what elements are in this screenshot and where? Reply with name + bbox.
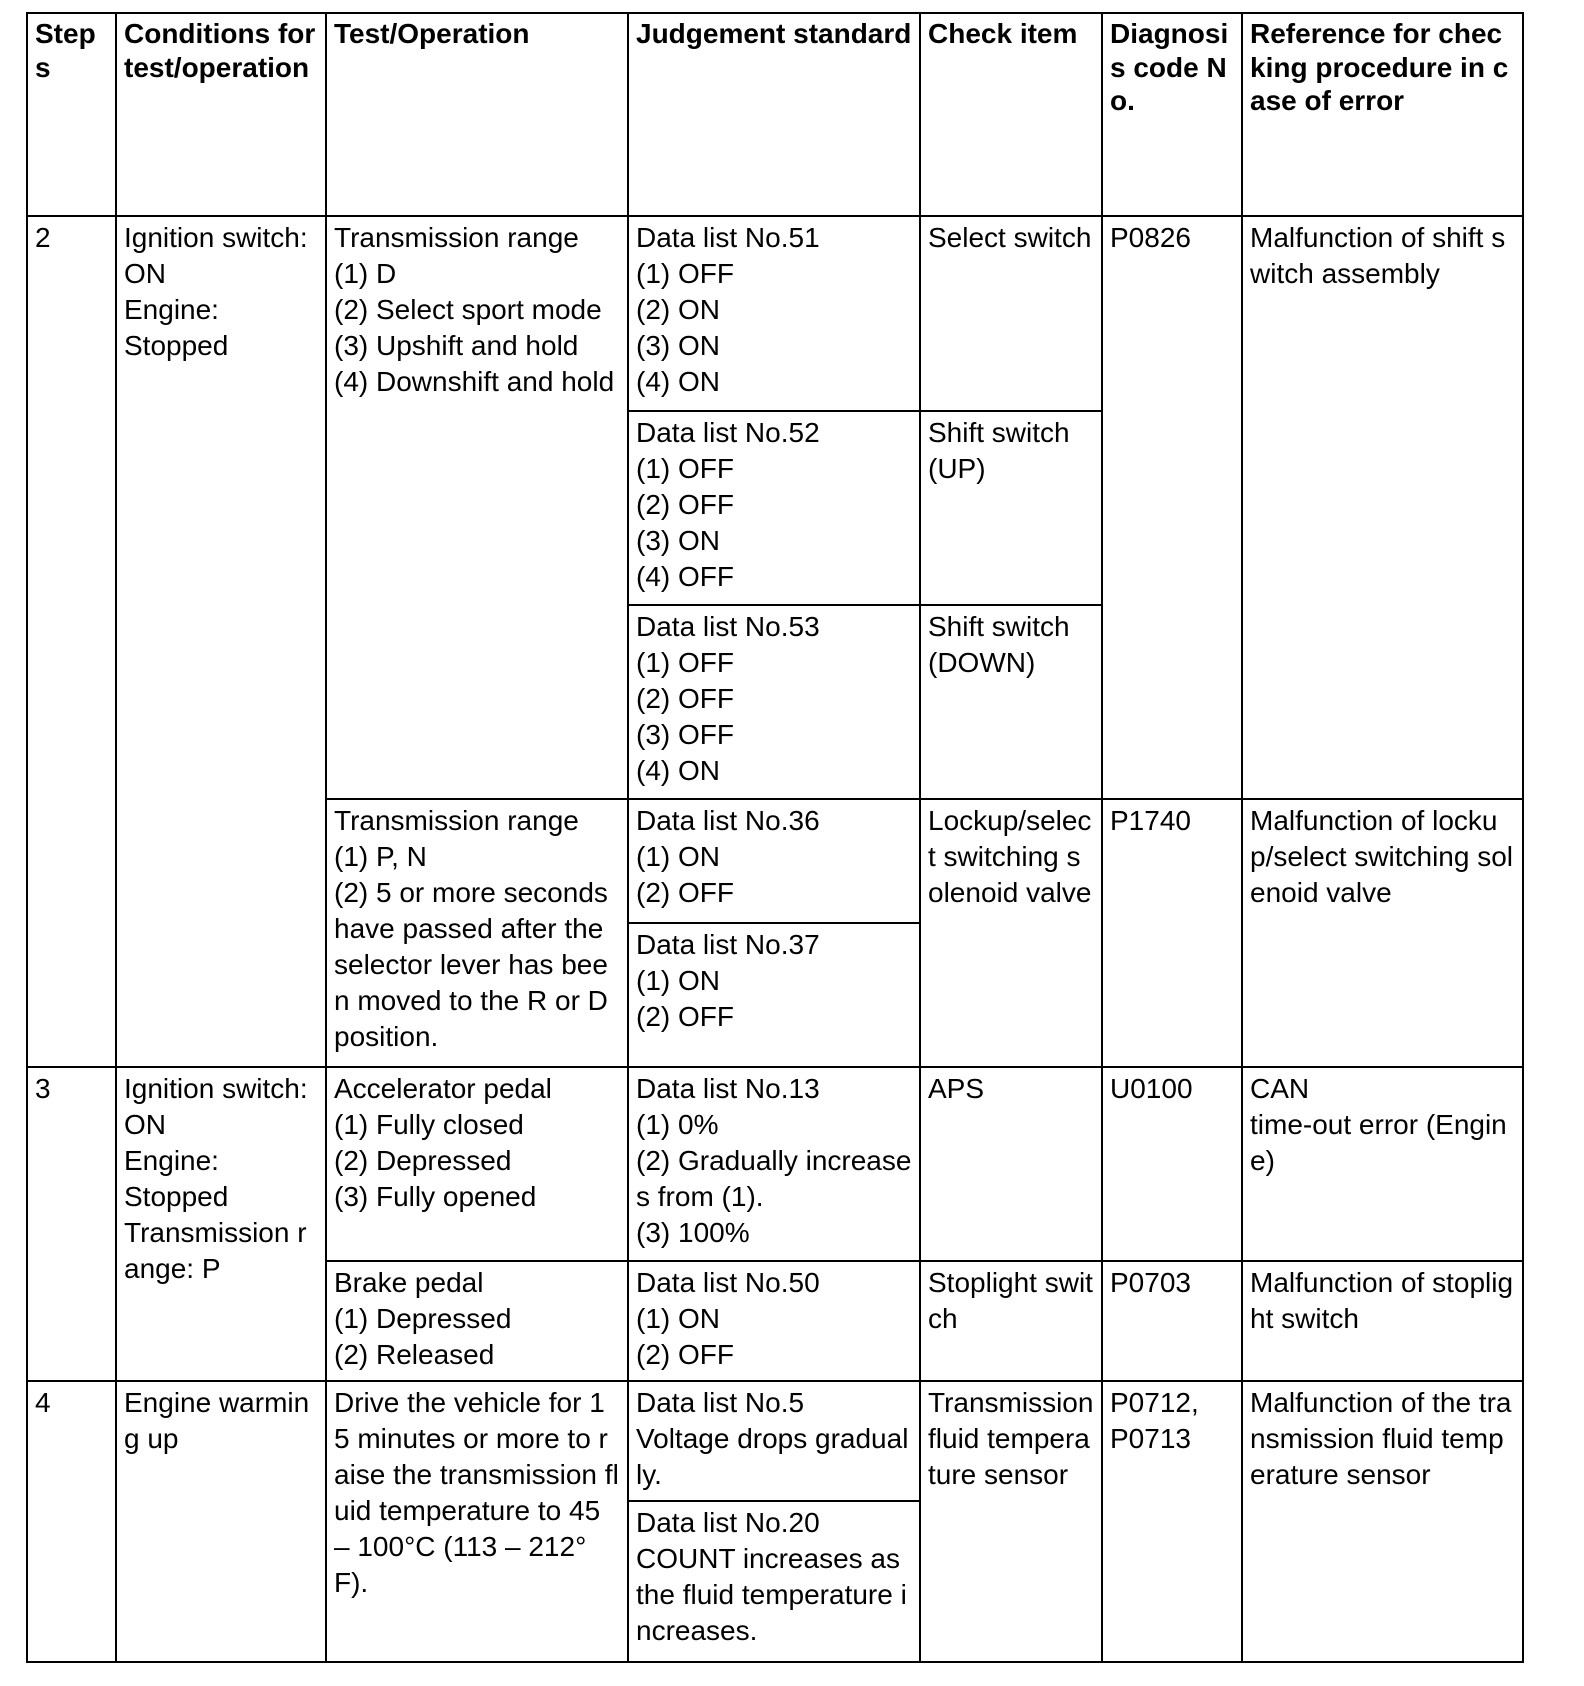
- step-conditions: Ignition switch: ON Engine: Stopped: [116, 216, 326, 1067]
- step-conditions: Engine warming up: [116, 1381, 326, 1662]
- reference: Malfunction of shift switch assembly: [1242, 216, 1523, 798]
- step-number: 2: [27, 216, 116, 1067]
- diagnosis-code: P0703: [1102, 1261, 1242, 1381]
- test-operation: Brake pedal (1) Depressed (2) Released: [326, 1261, 628, 1381]
- test-operation: Drive the vehicle for 15 minutes or more to raise the transmission fluid temperature to 45 – 100°C (113 – 212°F).: [326, 1381, 628, 1662]
- check-item: Stoplight switch: [920, 1261, 1102, 1381]
- table-row: [27, 1381, 1523, 1501]
- step-number: 3: [27, 1067, 116, 1381]
- step-conditions: Ignition switch: ON Engine: Stopped Transmission range: P: [116, 1067, 326, 1381]
- header-check-item: Check item: [920, 13, 1102, 216]
- judgement-standard: Data list No.13 (1) 0% (2) Gradually increases from (1). (3) 100%: [628, 1067, 920, 1261]
- test-operation: Accelerator pedal (1) Fully closed (2) Depressed (3) Fully opened: [326, 1067, 628, 1261]
- check-item: APS: [920, 1067, 1102, 1261]
- reference: CAN time-out error (Engine): [1242, 1067, 1523, 1261]
- check-item: Shift switch (UP): [920, 411, 1102, 605]
- judgement-standard: Data list No.52 (1) OFF (2) OFF (3) ON (4) OFF: [628, 411, 920, 605]
- judgement-standard: Data list No.37 (1) ON (2) OFF: [628, 923, 920, 1067]
- judgement-standard: Data list No.51 (1) OFF (2) ON (3) ON (4) ON: [628, 216, 920, 410]
- header-test-operation: Test/Operation: [326, 13, 628, 216]
- header-judgement-standard: Judgement standard: [628, 13, 920, 216]
- check-item: Select switch: [920, 216, 1102, 410]
- diagnosis-code: P1740: [1102, 799, 1242, 1067]
- check-item: Shift switch (DOWN): [920, 605, 1102, 799]
- reference: Malfunction of lockup/select switching solenoid valve: [1242, 799, 1523, 1067]
- diagnosis-code: P0712, P0713: [1102, 1381, 1242, 1662]
- diagnosis-table: [26, 12, 1524, 1663]
- reference: Malfunction of stoplight switch: [1242, 1261, 1523, 1381]
- header-reference: Reference for checking procedure in case of error: [1242, 13, 1523, 216]
- judgement-standard: Data list No.36 (1) ON (2) OFF: [628, 799, 920, 924]
- judgement-standard: Data list No.53 (1) OFF (2) OFF (3) OFF (4) ON: [628, 605, 920, 799]
- diagnosis-code: P0826: [1102, 216, 1242, 798]
- header-conditions: Conditions for test/operation: [116, 13, 326, 216]
- judgement-standard: Data list No.20 COUNT increases as the fluid temperature increases.: [628, 1501, 920, 1662]
- header-steps: Steps: [27, 13, 116, 216]
- step-number: 4: [27, 1381, 116, 1662]
- check-item: Lockup/select switching solenoid valve: [920, 799, 1102, 1067]
- header-row: [27, 13, 1523, 216]
- check-item: Transmission fluid temperature sensor: [920, 1381, 1102, 1662]
- table-row: [27, 1067, 1523, 1261]
- reference: Malfunction of the transmission fluid temperature sensor: [1242, 1381, 1523, 1662]
- header-diagnosis-code: Diagnosis code No.: [1102, 13, 1242, 216]
- test-operation: Transmission range (1) P, N (2) 5 or more seconds have passed after the selector lever has been moved to the R or D position.: [326, 799, 628, 1067]
- diagnosis-code: U0100: [1102, 1067, 1242, 1261]
- table-row: [27, 216, 1523, 410]
- judgement-standard: Data list No.50 (1) ON (2) OFF: [628, 1261, 920, 1381]
- test-operation: Transmission range (1) D (2) Select sport mode (3) Upshift and hold (4) Downshift and hold: [326, 216, 628, 798]
- judgement-standard: Data list No.5 Voltage drops gradually.: [628, 1381, 920, 1501]
